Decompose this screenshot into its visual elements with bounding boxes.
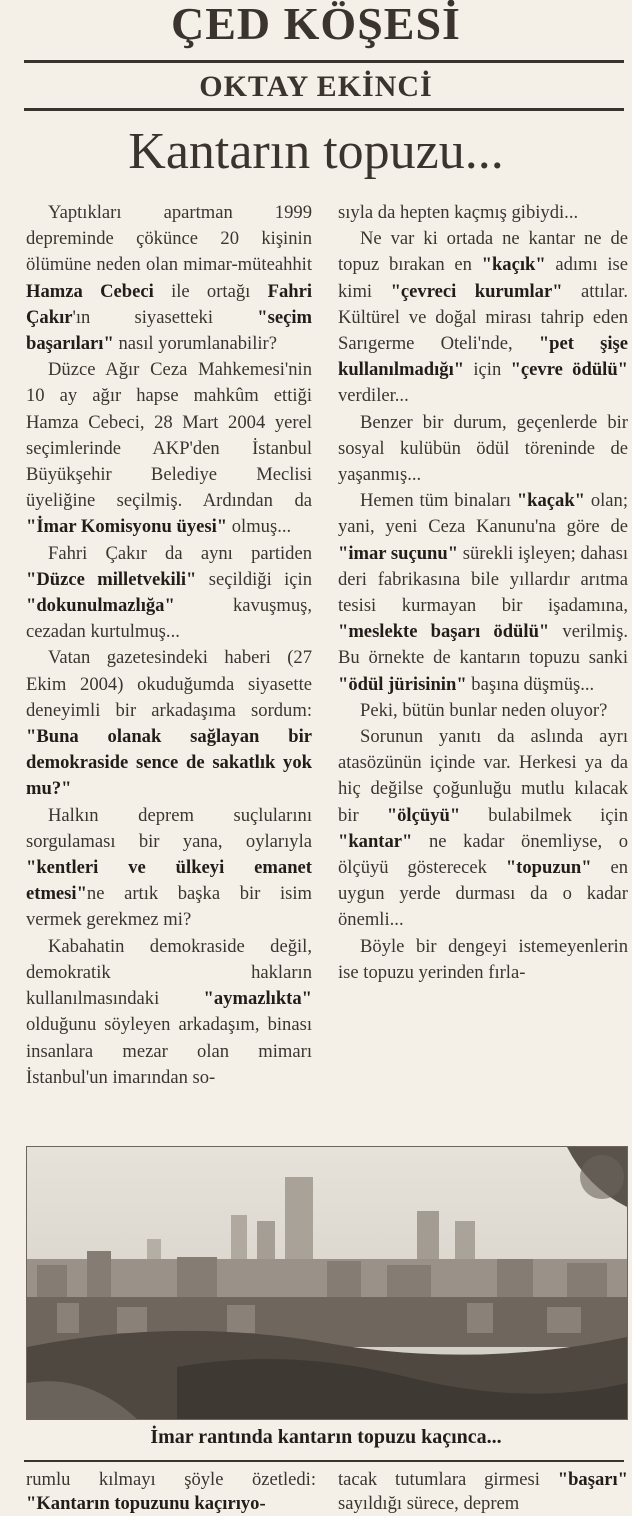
body-text: Benzer bir durum, geçenlerde bir sosyal kulübün ödül töreninde de yaşanmış...	[338, 411, 628, 486]
article-continuation-left	[26, 1468, 316, 1516]
caption-rule	[24, 1460, 624, 1462]
body-text: Halkın deprem suçlularını sorgulaması bir yana, oylarıyla	[26, 804, 312, 852]
bold-text: "kantar"	[338, 830, 413, 852]
bold-text: "Düzce milletvekili"	[26, 568, 197, 590]
paragraph	[26, 200, 312, 357]
bold-text: "aymazlıkta"	[203, 988, 312, 1010]
paragraph	[338, 934, 628, 986]
istanbul-skyline-image	[27, 1147, 627, 1419]
paragraph	[338, 410, 628, 489]
body-text: Vatan gazetesindeki haberi (27 Ekim 2004) okuduğumda siyasette deneyimli bir arkadaşıma sordum:	[26, 647, 312, 721]
paragraph	[338, 724, 628, 934]
body-text: kavuşmuş, cezadan kurtulmuş...	[26, 595, 312, 643]
bold-text: "İmar Komisyonu üyesi"	[26, 516, 228, 538]
bold-text: "kentleri ve ülkeyi emanet etmesi"	[26, 857, 312, 905]
bold-text: "Kantarın topuzunu kaçırıyo-	[26, 1493, 266, 1514]
body-text: olduğunu söyleyen arkadaşım, binası insanlara mezar olan mimarı İstanbul'un imarından so-	[26, 1014, 312, 1088]
body-text: sürekli işleyen; dahası deri fabrikasına bile yıllardır arıtma tesisi kurmayan bir işadamına,	[338, 542, 629, 617]
article-column-left	[26, 200, 312, 1091]
paragraph	[26, 934, 312, 1091]
body-text: için	[464, 359, 511, 381]
body-text: 'ın siyasetteki	[72, 306, 258, 328]
body-text: ne kadar önemliyse, o ölçüyü gösterecek	[338, 830, 628, 879]
body-text: en uygun yerde durması da o kadar önemli...	[338, 857, 629, 931]
body-text: Fahri Çakır da aynı partiden	[48, 542, 312, 564]
body-text: rumlu kılmayı şöyle özetledi:	[26, 1469, 316, 1490]
body-text: seçildiği için	[196, 568, 312, 590]
article-photo	[26, 1146, 628, 1420]
body-text: olan; yani, yeni Ceza Kanunu'na göre de	[338, 490, 628, 538]
paragraph	[338, 698, 628, 724]
body-text: Düzce Ağır Ceza Mahkemesi'nin 10 ay ağır hapse mahkûm ettiği Hamza Cebeci, 28 Mart 2004 yerel seçimlerinde AKP'den İstanbul Büyükşehir Belediye Meclisi üyeliğine seçilmiş. Ardından da	[26, 359, 312, 512]
bold-text: "ödül jürisinin"	[338, 673, 467, 695]
body-text: ne artık başka bir isim vermek gerekmez mi?	[26, 883, 312, 931]
body-text: attılar. Kültürel ve doğal mirası tahrip eden Sarıgerme Oteli'nde,	[338, 280, 628, 355]
body-text: ile ortağı	[153, 280, 268, 302]
article-title: Kantarın topuzu...	[128, 123, 504, 180]
body-text: Ne var ki ortada ne kantar ne de topuz bırakan en	[338, 228, 628, 276]
body-text: sayıldığı sürece, deprem	[338, 1493, 520, 1514]
paragraph	[338, 488, 628, 698]
body-text: Peki, bütün bunlar neden oluyor?	[360, 699, 608, 721]
section-title: ÇED KÖŞESİ	[171, 0, 461, 49]
paragraph	[338, 226, 628, 409]
photo-caption: İmar rantında kantarın topuzu kaçınca...	[150, 1426, 502, 1448]
bold-text: "ölçüyü"	[386, 804, 461, 826]
bold-text: Fahri Çakır	[26, 280, 313, 328]
bold-text: "seçim başarıları"	[26, 306, 312, 355]
body-text: Kabahatin demokraside değil, demokratik hakların kullanılmasındaki	[26, 935, 312, 1010]
bold-text: "kaçık"	[481, 254, 546, 276]
bold-text: "başarı"	[557, 1469, 628, 1490]
bold-text: "dokunulmazlığa"	[26, 595, 175, 617]
body-text: verdiler...	[338, 385, 409, 407]
body-text: adımı ise kimi	[338, 254, 629, 302]
bold-text: "pet şişe kullanılmadığı"	[338, 333, 628, 381]
body-text: nasıl yorumlanabilir?	[113, 333, 277, 355]
author-rule	[24, 108, 624, 111]
paragraph	[26, 645, 312, 802]
header-rule	[24, 60, 624, 63]
paragraph	[26, 803, 312, 934]
body-text: bulabilmek için	[460, 804, 628, 826]
bold-text: "imar suçunu"	[338, 542, 459, 564]
masthead	[0, 0, 632, 52]
paragraph	[26, 357, 312, 540]
bold-text: Hamza Cebeci	[26, 280, 154, 302]
body-text: Böyle bir dengeyi istemeyenlerin ise topuzu yerinden fırla-	[338, 935, 628, 983]
bold-text: "topuzun"	[505, 857, 592, 879]
body-text: Hemen tüm binaları	[360, 490, 517, 512]
paragraph	[338, 200, 628, 226]
body-text: başına düşmüş...	[466, 673, 595, 695]
author-name: OKTAY EKİNCİ	[199, 70, 433, 103]
article-continuation-right	[338, 1468, 628, 1516]
bold-text: "meslekte başarı ödülü"	[338, 621, 550, 643]
bold-text: "kaçak"	[516, 490, 586, 512]
bold-text: "çevre ödülü"	[510, 359, 628, 381]
body-text: verilmiş. Bu örnekte de kantarın topuzu sanki	[338, 621, 628, 669]
bold-text: "Buna olanak sağlayan bir demokraside sence de sakatlık yok mu?"	[26, 726, 312, 800]
bold-text: "çevreci kurumlar"	[390, 280, 563, 302]
body-text: olmuş...	[227, 516, 292, 538]
body-text: tacak tutumlara girmesi	[338, 1469, 558, 1490]
paragraph	[26, 541, 312, 646]
body-text: sıyla da hepten kaçmış gibiydi...	[338, 202, 579, 223]
body-text: Yaptıkları apartman 1999 depreminde çökünce 20 kişinin ölümüne neden olan mimar-müteahhit	[26, 202, 312, 276]
article-column-right	[338, 200, 628, 986]
body-text: Sorunun yanıtı da aslında ayrı atasözünün içinde var. Herkesi ya da hiç değilse çoğunluğu mutlu kılacak bir	[338, 726, 628, 826]
